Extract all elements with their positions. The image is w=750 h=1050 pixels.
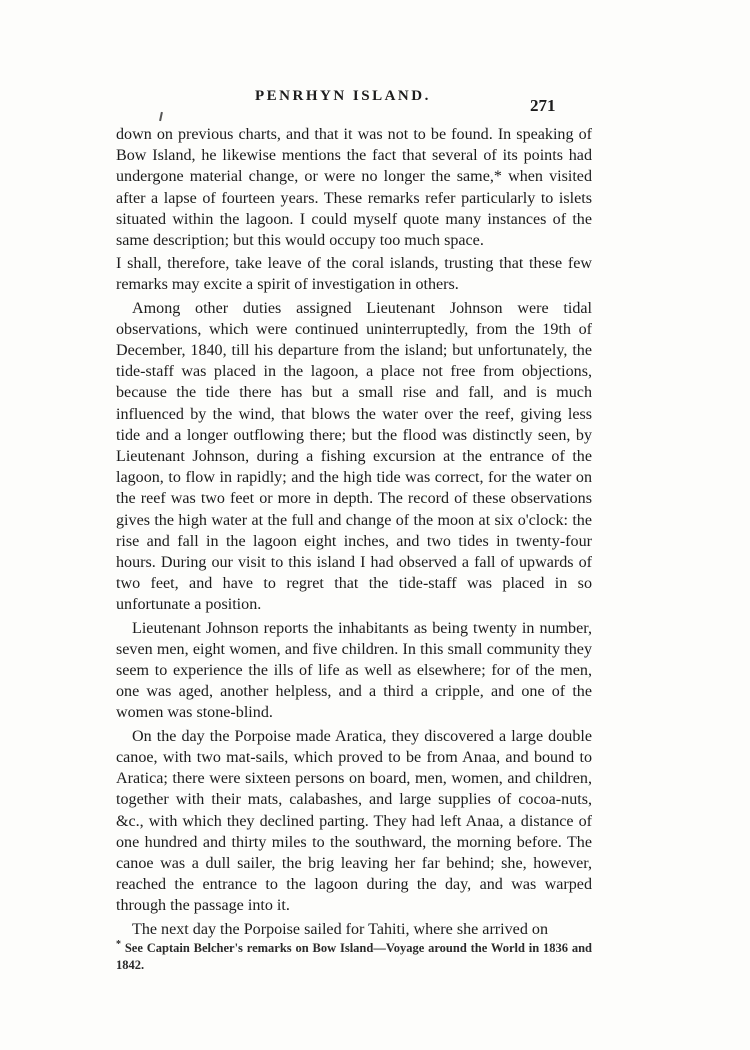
paragraph: I shall, therefore, take leave of the coral islands, trusting that these few remarks may excite a spirit of investigation in others.: [116, 255, 592, 294]
page-number: 271: [530, 96, 556, 115]
paragraph: The next day the Porpoise sailed for Tahiti, where she arrived on: [132, 920, 548, 938]
paragraph: Among other duties assigned Lieutenant Johnson were tidal observations, which were continued uninterruptedly, from the 19th of December, 1840, till his departure from the island; but unfortunately, the tide-staff was placed in the lagoon, a place not free from objections, because the tide there has but a small rise and fall, and is much influenced by the wind, that blows the water over the reef, giving less tide and a longer outflowing there; but the flood was distinctly seen, by Lieutenant Johnson, during a fishing excursion at the entrance of the lagoon, to flow in rapidly; and the high tide was correct, for the water on the reef was two feet or more in depth. The record of these observations gives the high water at the full and change of the moon at six o'clock: the rise and fall in the lagoon eight inches, and two tides in twenty-four hours. During our visit to this island I had observed a fall of upwards of two feet, and have to regret that the tide-staff was placed in so unfortunate a position.: [116, 299, 592, 614]
footnote-mark: *: [116, 938, 121, 950]
footnote: [116, 940, 592, 974]
paragraph: down on previous charts, and that it was not to be found. In speaking of Bow Island, he likewise mentions the fact that several of its points had undergone material change, or were no longer the same,* when visited after a lapse of fourteen years. These remarks refer particularly to islets situated within the lagoon. I could myself quote many instances of the same description; but this would occupy too much space.: [116, 126, 592, 250]
footnote-text: See Captain Belcher's remarks on Bow Island—Voyage around the World in 1836 and 1842.: [116, 941, 592, 972]
paragraph: Lieutenant Johnson reports the inhabitants as being twenty in number, seven men, eight women, and five children. In this small community they seem to experience the ills of life as well as elsewhere; for of the men, one was aged, another helpless, and a third a cripple, and one of the women was stone-blind.: [116, 619, 592, 722]
running-head: PENRHYN ISLAND.: [255, 88, 431, 104]
print-speck: [159, 112, 163, 121]
body-text: [116, 124, 592, 940]
paragraph: On the day the Porpoise made Aratica, they discovered a large double canoe, with two mat-sails, which proved to be from Anaa, and bound to Aratica; there were sixteen persons on board, men, women, and children, together with their mats, calabashes, and large supplies of cocoa-nuts, &c., with which they declined parting. They had left Anaa, a distance of one hundred and thirty miles to the southward, the morning before. The canoe was a dull sailer, the brig leaving her far behind; she, however, reached the entrance to the lagoon during the day, and was warped through the passage into it.: [116, 727, 592, 915]
